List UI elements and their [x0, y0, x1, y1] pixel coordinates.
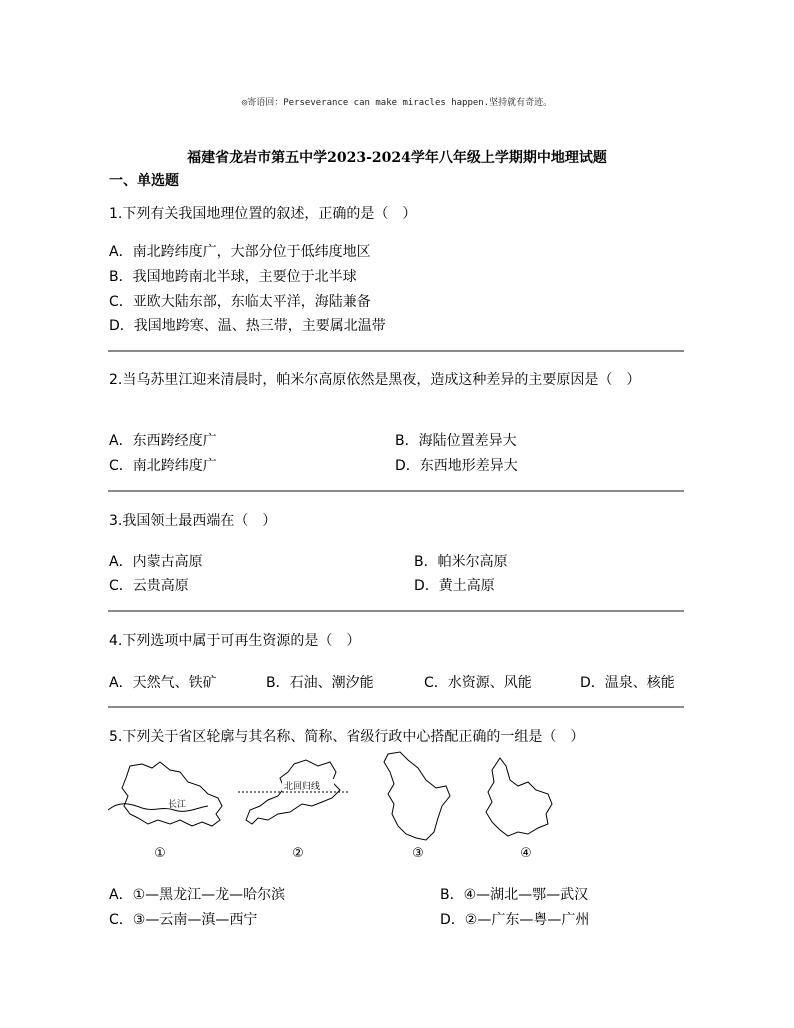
- province-map-3: [384, 752, 450, 840]
- divider: [108, 610, 684, 612]
- question-1-stem: 1.下列有关我国地理位置的叙述，正确的是（ ）: [109, 206, 417, 222]
- question-5-option-b[interactable]: B．④—湖北—鄂—武汉: [440, 887, 589, 903]
- question-3-option-a[interactable]: A．内蒙古高原: [109, 554, 203, 570]
- province-map-2: [238, 760, 348, 824]
- question-4-stem: 4.下列选项中属于可再生资源的是（ ）: [109, 633, 361, 649]
- map-number-1: ①: [154, 846, 166, 861]
- map-label-yangtze: 长江: [168, 800, 187, 810]
- question-1-option-c[interactable]: C．亚欧大陆东部，东临太平洋，海陆兼备: [109, 294, 371, 310]
- question-5-option-d[interactable]: D．②—广东—粤—广州: [440, 912, 590, 928]
- question-2-option-b[interactable]: B．海陆位置差异大: [395, 433, 517, 449]
- divider: [108, 350, 684, 352]
- map-label-tropic-of-cancer: 北回归线: [284, 782, 321, 792]
- question-4-option-c[interactable]: C．水资源、风能: [424, 675, 532, 691]
- question-1-option-d[interactable]: D．我国地跨寒、温、热三带，主要属北温带: [109, 318, 386, 334]
- divider: [108, 706, 684, 708]
- question-3-option-d[interactable]: D．黄土高原: [414, 578, 495, 594]
- province-map-1: [108, 762, 222, 826]
- question-2-option-c[interactable]: C．南北跨纬度广: [109, 458, 217, 474]
- question-3-option-b[interactable]: B．帕米尔高原: [414, 554, 508, 570]
- question-2-stem: 2.当乌苏里江迎来清晨时，帕米尔高原依然是黑夜，造成这种差异的主要原因是（ ）: [109, 372, 641, 388]
- question-5-option-c[interactable]: C．③—云南—滇—西宁: [109, 912, 258, 928]
- question-4-option-b[interactable]: B．石油、潮汐能: [266, 675, 374, 691]
- question-5-option-a[interactable]: A．①—黑龙江—龙—哈尔滨: [109, 887, 286, 903]
- divider: [108, 490, 684, 492]
- question-4-option-d[interactable]: D．温泉、核能: [580, 675, 675, 691]
- question-3-stem: 3.我国领土最西端在（ ）: [109, 513, 277, 529]
- question-1-option-b[interactable]: B．我国地跨南北半球，主要位于北半球: [109, 269, 357, 285]
- motto: ◎寄语回：Perseverance can make miracles happen.坚持就有奇迹。: [241, 98, 553, 108]
- section-heading: 一、单选题: [109, 173, 179, 189]
- question-1-option-a[interactable]: A．南北跨纬度广，大部分位于低纬度地区: [109, 244, 371, 260]
- question-2-option-a[interactable]: A．东西跨经度广: [109, 433, 217, 449]
- question-4-option-a[interactable]: A．天然气、铁矿: [109, 675, 217, 691]
- question-3-option-c[interactable]: C．云贵高原: [109, 578, 189, 594]
- map-number-3: ③: [412, 846, 424, 861]
- map-number-4: ④: [520, 846, 532, 861]
- province-map-4: [486, 758, 552, 836]
- map-number-2: ②: [292, 846, 304, 861]
- province-outline-maps: [108, 748, 668, 868]
- question-5-stem: 5.下列关于省区轮廓与其名称、简称、省级行政中心搭配正确的一组是（ ）: [109, 729, 585, 745]
- question-2-option-d[interactable]: D．东西地形差异大: [395, 458, 518, 474]
- page-title: 福建省龙岩市第五中学2023-2024学年八年级上学期期中地理试题: [187, 150, 607, 166]
